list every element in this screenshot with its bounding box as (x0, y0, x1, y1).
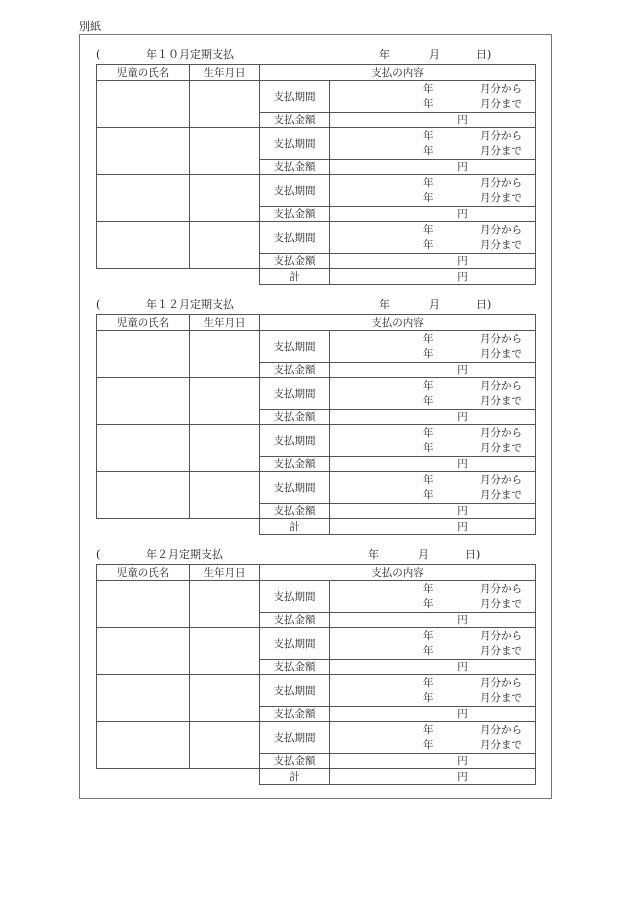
to-month-label: 月分まで (480, 144, 522, 157)
table-header-row (97, 565, 536, 581)
yen-unit: 円 (457, 161, 468, 173)
total-value-cell[interactable] (330, 269, 536, 285)
birth-date-cell[interactable] (190, 581, 260, 628)
header-birth-date: 生年月日 (190, 315, 260, 331)
period-value-cell[interactable] (330, 222, 536, 254)
child-name-cell[interactable] (97, 128, 190, 175)
total-row (97, 519, 536, 535)
birth-date-cell[interactable] (190, 628, 260, 675)
from-year-label: 年 (423, 82, 434, 95)
payment-section (96, 548, 535, 785)
period-label: 支払期間 (260, 175, 330, 207)
yen-unit: 円 (457, 208, 468, 220)
from-year-label: 年 (423, 473, 434, 486)
payment-section (96, 48, 535, 285)
to-month-label: 月分まで (480, 191, 522, 204)
period-label: 支払期間 (260, 128, 330, 160)
from-month-label: 月分から (480, 426, 522, 439)
to-year-label: 年 (423, 97, 434, 110)
to-month-label: 月分まで (480, 488, 522, 501)
child-name-cell[interactable] (97, 581, 190, 628)
amount-label: 支払金額 (260, 410, 330, 425)
amount-label: 支払金額 (260, 160, 330, 175)
header-payment-content: 支払の内容 (260, 65, 536, 81)
amount-label: 支払金額 (260, 363, 330, 378)
date-year-label: 年 (379, 298, 390, 311)
child-name-cell[interactable] (97, 378, 190, 425)
from-year-label: 年 (423, 223, 434, 236)
payment-period-row (97, 81, 536, 113)
header-child-name: 児童の氏名 (97, 315, 190, 331)
amount-label: 支払金額 (260, 207, 330, 222)
child-name-cell[interactable] (97, 81, 190, 128)
to-month-label: 月分まで (480, 738, 522, 751)
amount-value-cell[interactable] (330, 410, 536, 425)
from-year-label: 年 (423, 129, 434, 142)
amount-value-cell[interactable] (330, 254, 536, 269)
period-label: 支払期間 (260, 425, 330, 457)
payment-period-row (97, 331, 536, 363)
title-text: 年１２月定期支払 (146, 298, 234, 311)
from-month-label: 月分から (480, 223, 522, 236)
amount-label: 支払金額 (260, 754, 330, 769)
yen-unit: 円 (457, 661, 468, 673)
period-label: 支払期間 (260, 222, 330, 254)
amount-label: 支払金額 (260, 707, 330, 722)
child-name-cell[interactable] (97, 675, 190, 722)
child-name-cell[interactable] (97, 175, 190, 222)
to-year-label: 年 (423, 441, 434, 454)
child-name-cell[interactable] (97, 722, 190, 769)
amount-value-cell[interactable] (330, 207, 536, 222)
yen-unit: 円 (457, 708, 468, 720)
birth-date-cell[interactable] (190, 175, 260, 222)
to-year-label: 年 (423, 597, 434, 610)
to-year-label: 年 (423, 347, 434, 360)
to-month-label: 月分まで (480, 691, 522, 704)
payment-period-row (97, 581, 536, 613)
section-title (96, 48, 535, 64)
date-year-label: 年 (368, 548, 379, 561)
child-name-cell[interactable] (97, 331, 190, 378)
total-spacer (97, 519, 260, 535)
period-value-cell[interactable] (330, 331, 536, 363)
period-value-cell[interactable] (330, 425, 536, 457)
child-name-cell[interactable] (97, 472, 190, 519)
birth-date-cell[interactable] (190, 222, 260, 269)
total-spacer (97, 269, 260, 285)
table-header-row (97, 65, 536, 81)
yen-unit: 円 (457, 114, 468, 126)
amount-value-cell[interactable] (330, 457, 536, 472)
to-year-label: 年 (423, 488, 434, 501)
amount-value-cell[interactable] (330, 160, 536, 175)
payment-period-row (97, 128, 536, 160)
to-month-label: 月分まで (480, 597, 522, 610)
from-month-label: 月分から (480, 379, 522, 392)
header-birth-date: 生年月日 (190, 65, 260, 81)
from-month-label: 月分から (480, 473, 522, 486)
period-label: 支払期間 (260, 378, 330, 410)
amount-label: 支払金額 (260, 613, 330, 628)
period-value-cell[interactable] (330, 378, 536, 410)
payment-period-row (97, 628, 536, 660)
date-day-label: 日) (465, 548, 481, 561)
payment-period-row (97, 222, 536, 254)
date-month-label: 月 (429, 298, 440, 311)
title-open-paren: ( (96, 298, 101, 311)
birth-date-cell[interactable] (190, 425, 260, 472)
from-month-label: 月分から (480, 676, 522, 689)
header-birth-date: 生年月日 (190, 565, 260, 581)
total-label: 計 (260, 519, 330, 535)
amount-label: 支払金額 (260, 254, 330, 269)
to-month-label: 月分まで (480, 238, 522, 251)
period-label: 支払期間 (260, 628, 330, 660)
payment-table (96, 564, 536, 785)
payment-section (96, 298, 535, 535)
to-month-label: 月分まで (480, 97, 522, 110)
to-year-label: 年 (423, 644, 434, 657)
yen-unit: 円 (457, 255, 468, 267)
from-year-label: 年 (423, 332, 434, 345)
period-label: 支払期間 (260, 675, 330, 707)
total-value-cell[interactable] (330, 769, 536, 785)
amount-label: 支払金額 (260, 504, 330, 519)
total-value-cell[interactable] (330, 519, 536, 535)
date-day-label: 日) (476, 298, 492, 311)
total-label: 計 (260, 769, 330, 785)
period-value-cell[interactable] (330, 128, 536, 160)
payment-period-row (97, 425, 536, 457)
payment-table (96, 64, 536, 285)
from-year-label: 年 (423, 629, 434, 642)
payment-period-row (97, 472, 536, 504)
birth-date-cell[interactable] (190, 378, 260, 425)
section-title (96, 548, 535, 564)
payment-period-row (97, 175, 536, 207)
to-year-label: 年 (423, 238, 434, 251)
to-year-label: 年 (423, 191, 434, 204)
from-month-label: 月分から (480, 582, 522, 595)
period-value-cell[interactable] (330, 581, 536, 613)
yen-unit: 円 (457, 270, 468, 283)
period-value-cell[interactable] (330, 175, 536, 207)
header-payment-content: 支払の内容 (260, 315, 536, 331)
period-label: 支払期間 (260, 472, 330, 504)
amount-value-cell[interactable] (330, 113, 536, 128)
to-year-label: 年 (423, 394, 434, 407)
payment-period-row (97, 675, 536, 707)
payment-period-row (97, 722, 536, 754)
title-open-paren: ( (96, 48, 101, 61)
child-name-cell[interactable] (97, 628, 190, 675)
to-month-label: 月分まで (480, 394, 522, 407)
title-open-paren: ( (96, 548, 101, 561)
period-label: 支払期間 (260, 581, 330, 613)
yen-unit: 円 (457, 458, 468, 470)
date-month-label: 月 (418, 548, 429, 561)
yen-unit: 円 (457, 520, 468, 533)
from-year-label: 年 (423, 723, 434, 736)
period-label: 支払期間 (260, 331, 330, 363)
title-text: 年２月定期支払 (146, 548, 223, 561)
from-year-label: 年 (423, 426, 434, 439)
section-title (96, 298, 535, 314)
title-text: 年１０月定期支払 (146, 48, 234, 61)
period-label: 支払期間 (260, 722, 330, 754)
yen-unit: 円 (457, 411, 468, 423)
period-value-cell[interactable] (330, 81, 536, 113)
yen-unit: 円 (457, 770, 468, 783)
amount-value-cell[interactable] (330, 754, 536, 769)
amount-value-cell[interactable] (330, 660, 536, 675)
birth-date-cell[interactable] (190, 128, 260, 175)
from-month-label: 月分から (480, 176, 522, 189)
from-month-label: 月分から (480, 129, 522, 142)
child-name-cell[interactable] (97, 222, 190, 269)
payment-period-row (97, 378, 536, 410)
from-year-label: 年 (423, 379, 434, 392)
header-payment-content: 支払の内容 (260, 565, 536, 581)
amount-value-cell[interactable] (330, 707, 536, 722)
birth-date-cell[interactable] (190, 722, 260, 769)
date-year-label: 年 (379, 48, 390, 61)
from-year-label: 年 (423, 176, 434, 189)
yen-unit: 円 (457, 755, 468, 767)
amount-value-cell[interactable] (330, 363, 536, 378)
header-child-name: 児童の氏名 (97, 565, 190, 581)
amount-value-cell[interactable] (330, 504, 536, 519)
to-month-label: 月分まで (480, 644, 522, 657)
from-month-label: 月分から (480, 723, 522, 736)
amount-label: 支払金額 (260, 660, 330, 675)
total-row (97, 269, 536, 285)
total-row (97, 769, 536, 785)
from-year-label: 年 (423, 582, 434, 595)
total-label: 計 (260, 269, 330, 285)
birth-date-cell[interactable] (190, 81, 260, 128)
from-month-label: 月分から (480, 82, 522, 95)
birth-date-cell[interactable] (190, 472, 260, 519)
period-label: 支払期間 (260, 81, 330, 113)
amount-value-cell[interactable] (330, 613, 536, 628)
birth-date-cell[interactable] (190, 675, 260, 722)
date-day-label: 日) (476, 48, 492, 61)
to-year-label: 年 (423, 144, 434, 157)
yen-unit: 円 (457, 614, 468, 626)
to-month-label: 月分まで (480, 441, 522, 454)
period-value-cell[interactable] (330, 675, 536, 707)
from-month-label: 月分から (480, 629, 522, 642)
amount-label: 支払金額 (260, 457, 330, 472)
period-value-cell[interactable] (330, 628, 536, 660)
period-value-cell[interactable] (330, 472, 536, 504)
to-month-label: 月分まで (480, 347, 522, 360)
from-month-label: 月分から (480, 332, 522, 345)
yen-unit: 円 (457, 364, 468, 376)
header-child-name: 児童の氏名 (97, 65, 190, 81)
total-spacer (97, 769, 260, 785)
to-year-label: 年 (423, 691, 434, 704)
from-year-label: 年 (423, 676, 434, 689)
birth-date-cell[interactable] (190, 331, 260, 378)
date-month-label: 月 (429, 48, 440, 61)
page-label: 別紙 (79, 20, 101, 33)
yen-unit: 円 (457, 505, 468, 517)
period-value-cell[interactable] (330, 722, 536, 754)
table-header-row (97, 315, 536, 331)
to-year-label: 年 (423, 738, 434, 751)
child-name-cell[interactable] (97, 425, 190, 472)
payment-table (96, 314, 536, 535)
amount-label: 支払金額 (260, 113, 330, 128)
